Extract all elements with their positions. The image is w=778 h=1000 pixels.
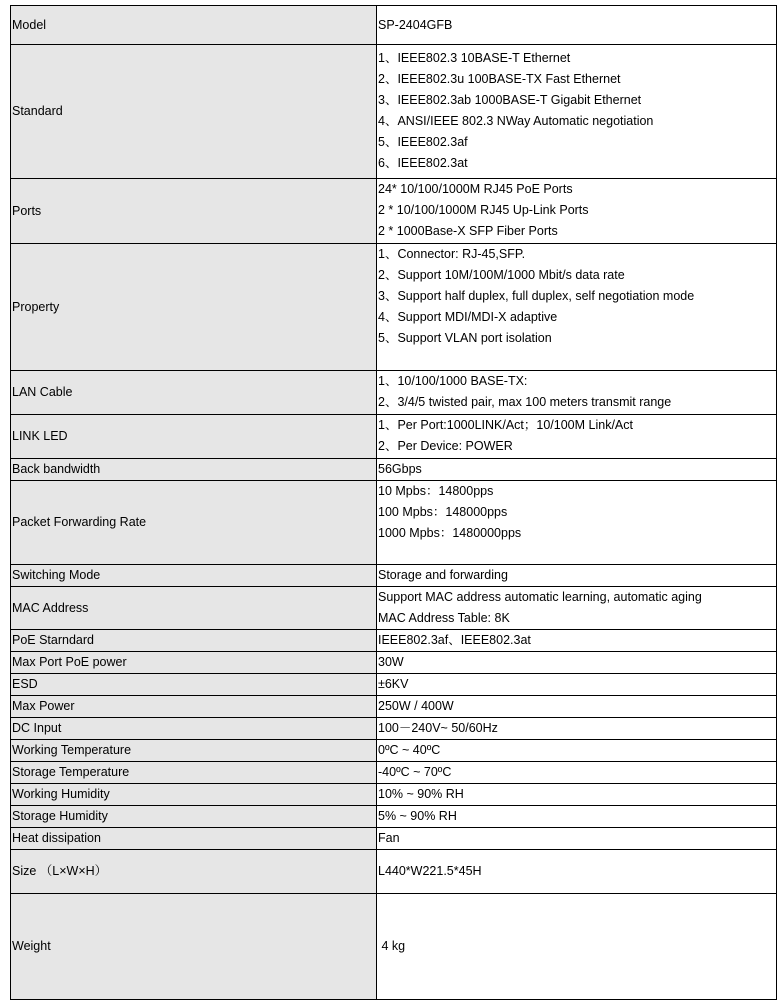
spec-value-line: MAC Address Table: 8K [378, 611, 510, 625]
spec-value-model [377, 6, 777, 45]
spec-value-line: 6、IEEE802.3at [378, 156, 468, 170]
spec-label-weight: Weight [11, 894, 377, 1000]
table-row [11, 652, 777, 674]
spec-value-working-temperature [377, 740, 777, 762]
spec-label-esd: ESD [11, 674, 377, 696]
spec-label-mac-address: MAC Address [11, 587, 377, 630]
table-row [11, 179, 777, 244]
table-row [11, 371, 777, 415]
spec-value-packet-forwarding-rate [377, 481, 777, 565]
spec-value-line: 3、Support half duplex, full duplex, self negotiation mode [378, 289, 695, 303]
spec-value-line: 100－240V~ 50/60Hz [378, 721, 498, 735]
spec-value-line: 10 Mpbs：14800pps [378, 484, 494, 498]
spec-value-lan-cable [377, 371, 777, 415]
table-row [11, 6, 777, 45]
spec-value-line: 250W / 400W [378, 699, 454, 713]
spec-value-switching-mode [377, 565, 777, 587]
spec-value-link-led [377, 415, 777, 459]
spec-value-esd [377, 674, 777, 696]
spec-value-line: 2、3/4/5 twisted pair, max 100 meters transmit range [378, 395, 672, 409]
spec-value-property [377, 244, 777, 371]
spec-label-back-bandwidth: Back bandwidth [11, 459, 377, 481]
spec-value-line: Storage and forwarding [378, 568, 508, 582]
spec-value-line: 3、IEEE802.3ab 1000BASE-T Gigabit Ethernet [378, 93, 642, 107]
spec-value-line: 1、IEEE802.3 10BASE-T Ethernet [378, 51, 571, 65]
spec-value-ports [377, 179, 777, 244]
spec-label-size: Size （L×W×H） [11, 850, 377, 894]
table-row [11, 718, 777, 740]
spec-value-size [377, 850, 777, 894]
spec-value-line: -40ºC ~ 70ºC [378, 765, 452, 779]
spec-value-line: 1000 Mpbs：1480000pps [378, 526, 522, 540]
spec-label-packet-forwarding-rate: Packet Forwarding Rate [11, 481, 377, 565]
spec-label-max-power: Max Power [11, 696, 377, 718]
table-row [11, 587, 777, 630]
spec-value-line: 2 * 1000Base-X SFP Fiber Ports [378, 224, 558, 238]
spec-value-line: 24* 10/100/1000M RJ45 PoE Ports [378, 182, 573, 196]
spec-value-line: 2、IEEE802.3u 100BASE-TX Fast Ethernet [378, 72, 621, 86]
spec-value-line: IEEE802.3af、IEEE802.3at [378, 633, 531, 647]
spec-value-line: ±6KV [378, 677, 409, 691]
spec-value-line: 1、Connector: RJ-45,SFP. [378, 247, 526, 261]
table-row [11, 740, 777, 762]
table-row [11, 806, 777, 828]
spec-label-property: Property [11, 244, 377, 371]
spec-value-standard [377, 45, 777, 179]
spec-value-line: 4 kg [378, 939, 406, 953]
spec-value-line: 1、Per Port:1000LINK/Act；10/100M Link/Act [378, 418, 633, 432]
spec-label-poe-standard: PoE Starndard [11, 630, 377, 652]
spec-label-ports: Ports [11, 179, 377, 244]
spec-value-line: Fan [378, 831, 400, 845]
spec-label-dc-input: DC Input [11, 718, 377, 740]
spec-label-max-port-poe-power: Max Port PoE power [11, 652, 377, 674]
spec-value-line: 0ºC ~ 40ºC [378, 743, 441, 757]
spec-table [10, 5, 777, 1000]
table-row [11, 674, 777, 696]
spec-label-storage-temperature: Storage Temperature [11, 762, 377, 784]
spec-label-link-led: LINK LED [11, 415, 377, 459]
spec-label-working-humidity: Working Humidity [11, 784, 377, 806]
spec-value-storage-humidity [377, 806, 777, 828]
spec-value-line: 5、Support VLAN port isolation [378, 331, 552, 345]
spec-value-line: 4、ANSI/IEEE 802.3 NWay Automatic negotiation [378, 114, 654, 128]
spec-label-heat-dissipation: Heat dissipation [11, 828, 377, 850]
spec-value-working-humidity [377, 784, 777, 806]
spec-value-line: L440*W221.5*45H [378, 864, 482, 878]
spec-value-line: 5% ~ 90% RH [378, 809, 457, 823]
spec-value-line: SP-2404GFB [378, 17, 453, 32]
table-row [11, 828, 777, 850]
spec-value-mac-address [377, 587, 777, 630]
spec-label-lan-cable: LAN Cable [11, 371, 377, 415]
table-row [11, 850, 777, 894]
spec-value-max-port-poe-power [377, 652, 777, 674]
spec-label-model: Model [11, 6, 377, 45]
spec-value-back-bandwidth [377, 459, 777, 481]
spec-label-switching-mode: Switching Mode [11, 565, 377, 587]
table-row [11, 894, 777, 1000]
spec-value-line: 56Gbps [378, 462, 422, 476]
spec-value-line: 4、Support MDI/MDI-X adaptive [378, 310, 558, 324]
table-row [11, 415, 777, 459]
table-row [11, 459, 777, 481]
spec-value-poe-standard [377, 630, 777, 652]
spec-value-dc-input [377, 718, 777, 740]
spec-value-line: 2、Support 10M/100M/1000 Mbit/s data rate [378, 268, 625, 282]
table-row [11, 565, 777, 587]
table-row [11, 762, 777, 784]
spec-label-working-temperature: Working Temperature [11, 740, 377, 762]
table-row [11, 45, 777, 179]
spec-value-line: 5、IEEE802.3af [378, 135, 468, 149]
table-row [11, 244, 777, 371]
spec-value-weight [377, 894, 777, 1000]
spec-label-storage-humidity: Storage Humidity [11, 806, 377, 828]
spec-value-line: 100 Mpbs：148000pps [378, 505, 508, 519]
spec-value-line: Support MAC address automatic learning, automatic aging [378, 590, 702, 604]
spec-value-line: 10% ~ 90% RH [378, 787, 464, 801]
table-row [11, 696, 777, 718]
spec-value-max-power [377, 696, 777, 718]
table-row [11, 784, 777, 806]
spec-value-line: 30W [378, 655, 404, 669]
spec-label-standard: Standard [11, 45, 377, 179]
table-row [11, 481, 777, 565]
table-row [11, 630, 777, 652]
spec-value-heat-dissipation [377, 828, 777, 850]
spec-value-line: 1、10/100/1000 BASE-TX: [378, 374, 528, 388]
spec-value-line: 2、Per Device: POWER [378, 439, 513, 453]
spec-value-line: 2 * 10/100/1000M RJ45 Up-Link Ports [378, 203, 589, 217]
spec-value-storage-temperature [377, 762, 777, 784]
